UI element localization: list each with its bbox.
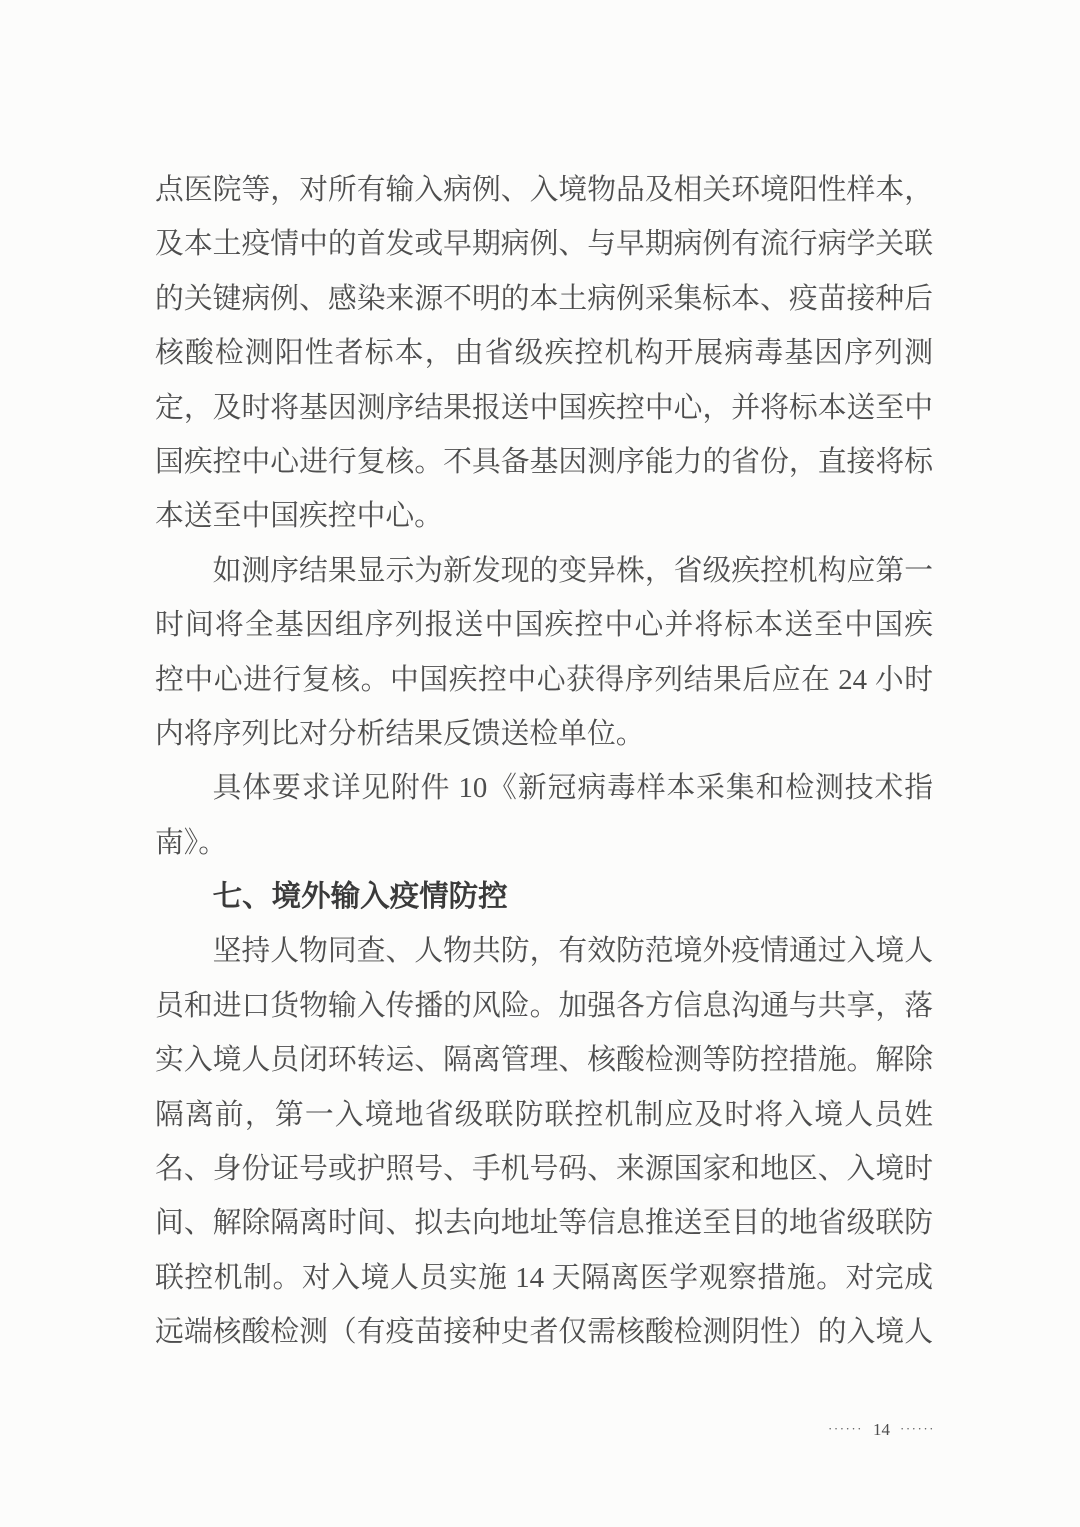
text-line: 时间将全基因组序列报送中国疾控中心并将标本送至中国疾 bbox=[155, 609, 933, 642]
text-line: 的关键病例、感染来源不明的本土病例采集标本、疫苗接种后 bbox=[155, 282, 933, 315]
text-line: 国疾控中心进行复核。不具备基因测序能力的省份，直接将标 bbox=[155, 445, 933, 478]
text-line: 名、身份证号或护照号、手机号码、来源国家和地区、入境时 bbox=[155, 1153, 933, 1186]
page-footer bbox=[828, 1416, 935, 1442]
text-line: 实入境人员闭环转运、隔离管理、核酸检测等防控措施。解除 bbox=[155, 1044, 933, 1077]
text-line: 隔离前，第一入境地省级联防联控机制应及时将入境人员姓 bbox=[155, 1098, 933, 1131]
text-line: 本送至中国疾控中心。 bbox=[155, 500, 443, 533]
text-line: 远端核酸检测（有疫苗接种史者仅需核酸检测阴性）的入境人 bbox=[155, 1316, 933, 1349]
text-line: 间、解除隔离时间、拟去向地址等信息推送至目的地省级联防 bbox=[155, 1207, 933, 1240]
text-line: 内将序列比对分析结果反馈送检单位。 bbox=[155, 717, 645, 750]
section-heading: 七、境外输入疫情防控 bbox=[212, 880, 508, 914]
text-line: 坚持人物同查、人物共防，有效防范境外疫情通过入境人 bbox=[212, 935, 933, 968]
text-line: 控中心进行复核。中国疾控中心获得序列结果后应在 24 小时 bbox=[155, 663, 933, 696]
text-line: 南》。 bbox=[155, 826, 227, 859]
text-line: 联控机制。对入境人员实施 14 天隔离医学观察措施。对完成 bbox=[155, 1261, 933, 1294]
text-line: 及本土疫情中的首发或早期病例、与早期病例有流行病学关联 bbox=[155, 228, 933, 261]
text-line: 核酸检测阳性者标本，由省级疾控机构开展病毒基因序列测 bbox=[155, 337, 933, 370]
footer-dots-left: ······ bbox=[828, 1421, 864, 1436]
text-line: 具体要求详见附件 10《新冠病毒样本采集和检测技术指 bbox=[212, 772, 933, 805]
page-number: 14 bbox=[873, 1420, 891, 1439]
text-line: 点医院等，对所有输入病例、入境物品及相关环境阳性样本， bbox=[155, 174, 933, 206]
text-line: 定，及时将基因测序结果报送中国疾控中心，并将标本送至中 bbox=[155, 391, 933, 424]
text-line: 如测序结果显示为新发现的变异株，省级疾控机构应第一 bbox=[212, 554, 933, 587]
footer-dots-right: ······ bbox=[900, 1421, 935, 1436]
text-line: 员和进口货物输入传播的风险。加强各方信息沟通与共享，落 bbox=[155, 989, 933, 1022]
text-block bbox=[155, 163, 933, 1360]
